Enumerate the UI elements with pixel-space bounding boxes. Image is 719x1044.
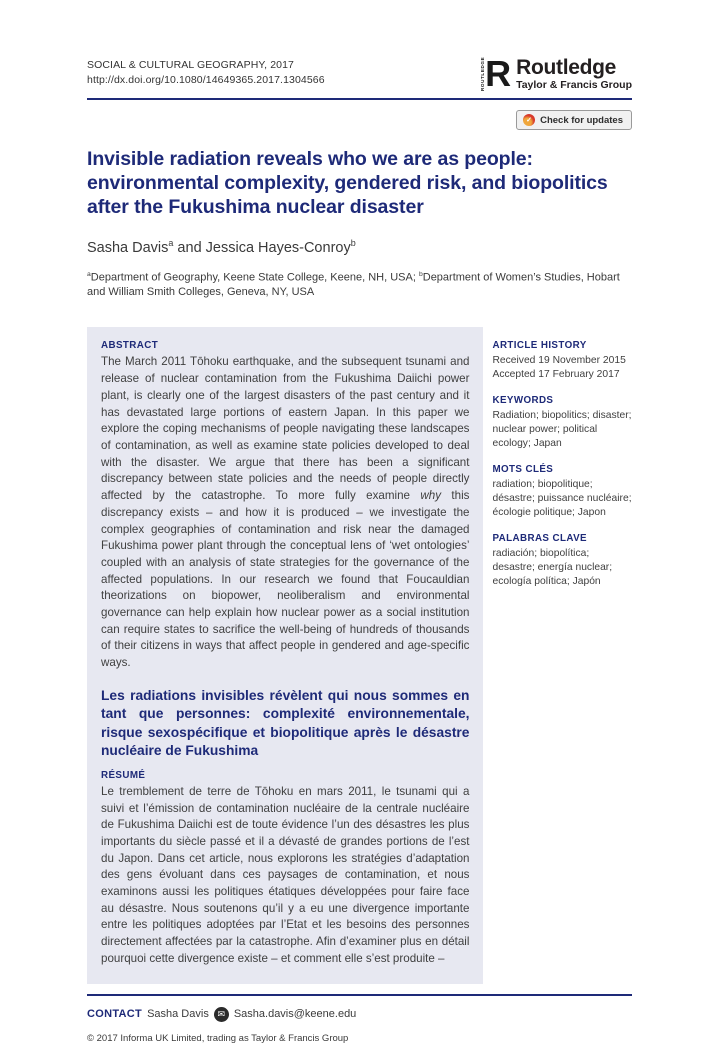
title-line-3: after the Fukushima nuclear disaster: [87, 196, 424, 218]
authors-line: [87, 238, 632, 256]
palabras-clave-block: [492, 533, 632, 589]
publisher-name: Routledge: [516, 56, 617, 79]
affiliation-b: Department of Women’s Studies, Hobart and William Smith Colleges, Geneva, NY, USA: [87, 271, 620, 299]
abstract-italic-word: why: [420, 489, 442, 503]
abstract-box: [87, 327, 483, 983]
article-title: [87, 147, 632, 219]
crossmark-icon: ✓: [523, 114, 535, 126]
routledge-monogram-icon: [480, 53, 511, 94]
contact-line: [87, 1007, 632, 1022]
abstract-text: [101, 354, 469, 671]
publisher-wordmark: [516, 56, 632, 91]
routledge-logo: [480, 53, 632, 94]
authors-connector: and: [173, 239, 206, 256]
author-1: Sasha Davis: [87, 239, 169, 256]
contact-label: CONTACT: [87, 1008, 143, 1021]
affiliation-a-mark: a: [87, 270, 91, 278]
keywords-block: [492, 395, 632, 451]
journal-info: [87, 58, 325, 88]
page-header: [87, 0, 632, 92]
mots-cles-text: radiation; biopolitique; désastre; puissance nucléaire; écologie politique; Japon: [492, 479, 632, 519]
article-info-sidebar: [492, 327, 632, 602]
routledge-vertical-text: ROUTLEDGE: [480, 56, 486, 91]
abstract-part-1: The March 2011 Tōhoku earthquake, and the subsequent tsunami and release of nuclear contamination from the Fukushima Daiichi power plant, is clearly one of the largest disasters of the past century and it has devastated large portions of eastern Japan. In this paper we explore the coping mechanisms of people navigating these landscapes of contamination, as well as examine state policies developed to deal with the disaster. We argue that there has been a significant discrepancy between state policies and the needs of people directly affected by the catastrophe. To more fully examine: [101, 355, 470, 503]
keywords-heading: KEYWORDS: [492, 395, 554, 407]
author-1-affiliation-mark: a: [168, 238, 174, 248]
envelope-icon: ✉: [214, 1007, 229, 1022]
palabras-clave-text: radiación; biopolítica; desastre; energía nuclear; ecología política; Japón: [492, 548, 613, 588]
copyright-line: © 2017 Informa UK Limited, trading as Taylor & Francis Group: [87, 1032, 349, 1044]
footer-divider: [87, 994, 632, 996]
badge-row: [87, 110, 632, 130]
header-divider: [87, 98, 632, 100]
keywords-text: Radiation; biopolitics; disaster; nuclear power; political ecology; Japan: [492, 410, 632, 450]
affiliations: [87, 267, 632, 301]
mots-cles-heading: MOTS CLÉS: [492, 464, 554, 476]
mots-cles-block: [492, 464, 632, 520]
affiliation-a: Department of Geography, Keene State College, Keene, NH, USA;: [90, 271, 419, 284]
routledge-r-glyph: R: [485, 53, 511, 94]
resume-text: Le tremblement de terre de Tōhoku en mars 2011, le tsunami qui a suivi et l’émission de contamination nucléaire de la centrale nucléaire de Fukushima Daiichi est de toute évidence l’un des désastres les plus importants du siècle passé et il a dévasté de grandes portions de l’est du Japon. Dans cet article, nous explorons les stratégies d’adaptation des gens évoluant dans ces paysages de contamination, et nous examinons aussi les politiques étatiques développées pour faire face au désastre. Nous soutenons qu’il y a eu une divergence importante entre les politiques adoptées par l’Etat et les besoins des personnes directement affectées par la catastrophe. Afin d’examiner plus en détail pourquoi cette divergence existe – et comment elle s’est produite –: [101, 784, 470, 965]
abstract-heading: ABSTRACT: [101, 340, 159, 352]
contact-name: Sasha Davis: [147, 1008, 209, 1021]
author-2-affiliation-mark: b: [350, 238, 356, 248]
article-history-block: [492, 340, 632, 382]
author-2: Jessica Hayes-Conroy: [205, 239, 351, 256]
journal-title: SOCIAL & CULTURAL GEOGRAPHY, 2017: [87, 59, 294, 71]
main-columns: [87, 327, 632, 983]
accepted-date: Accepted 17 February 2017: [492, 369, 620, 381]
article-history-heading: ARTICLE HISTORY: [492, 340, 587, 352]
doi-link[interactable]: http://dx.doi.org/10.1080/14649365.2017.1304566: [87, 74, 325, 86]
contact-email[interactable]: Sasha.davis@keene.edu: [233, 1008, 357, 1021]
check-for-updates-label: Check for updates: [540, 114, 623, 126]
check-for-updates-button[interactable]: [516, 110, 632, 130]
title-line-1: Invisible radiation reveals who we are as people:: [87, 148, 533, 170]
title-line-2: environmental complexity, gendered risk, and biopolitics: [87, 172, 608, 194]
abstract-part-2: this discrepancy exists – and how it is produced – we investigate the complex geographies of contamination and risk near the damaged Fukushima power plant through the conceptual lens of ‘wet ontologies’ coupled with an analysis of state strategies for the governance of the affected populations. In our research we found that Foucauldian theorizations on biopower, neoliberalism and environmental governance can help explain how nuclear power as a social institution can require states to sacrifice the well-being of hundreds of thousands of their citizens in ways that affect people in gendered and age-specific ways.: [101, 489, 470, 670]
publisher-group: Taylor & Francis Group: [516, 79, 632, 91]
palabras-clave-heading: PALABRAS CLAVE: [492, 533, 587, 545]
affiliation-b-mark: b: [418, 270, 423, 278]
resume-heading: RÉSUMÉ: [101, 769, 146, 781]
french-title: Les radiations invisibles révèlent qui nous sommes en tant que personnes: complexité environnementale, risque sexospécifique et biopolitique après le désastre nucléaire de Fukushima: [101, 687, 470, 759]
received-date: Received 19 November 2015: [492, 355, 626, 367]
